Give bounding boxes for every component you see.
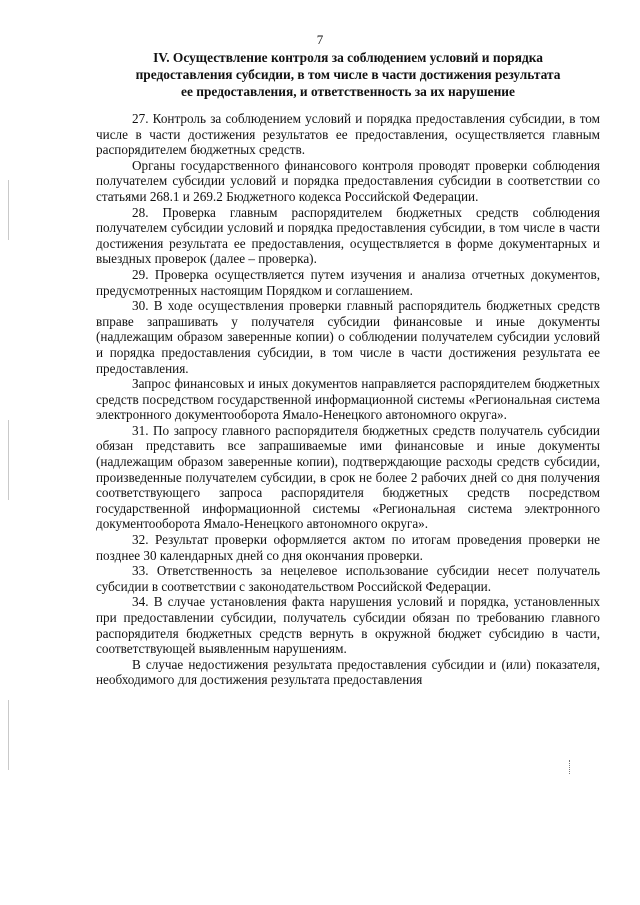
paragraph-29: 29. Проверка осуществляется путем изучения и анализа отчетных документов, предусмотренных настоящим Порядком и соглашением. <box>96 266 600 298</box>
paragraph-30: 30. В ходе осуществления проверки главный распорядитель бюджетных средств вправе запрашивать у получателя субсидии финансовые и иные документы (надлежащим образом заверенные копии) о соблюдении получателем субсидии условий и порядка предоставления субсидии, в том числе в части достижения результата ее предоставления. <box>96 298 600 376</box>
scan-mark <box>569 760 572 774</box>
paragraph-non-achievement: В случае недостижения результата предоставления субсидии и (или) показателя, необходимого для достижения результата предоставления <box>96 656 600 688</box>
paragraph-34: 34. В случае установления факта нарушения условий и порядка, установленных при предоставлении субсидии, получатель субсидии обязан по требованию главного распорядителя бюджетных средств вернуть в окружной бюджет субсидию в части, соответствующей выявленным нарушениям. <box>96 594 600 657</box>
paragraph-27: 27. Контроль за соблюдением условий и порядка предоставления субсидии, в том числе в части достижения результатов ее предоставления, осуществляется главным распорядителем бюджетных средств. <box>96 111 600 158</box>
body-text <box>96 111 600 688</box>
scan-margin-line <box>8 180 9 240</box>
page-number: 7 <box>316 32 324 47</box>
paragraph-document-request: Запрос финансовых и иных документов направляется распорядителем бюджетных средств посредством государственной информационной системы «Региональная система электронного документооборота Ямало-Ненецкого автономного округа». <box>96 376 600 423</box>
section-heading <box>92 49 604 100</box>
paragraph-33: 33. Ответственность за нецелевое использование субсидии несет получатель субсидии в соответствии с законодательством Российской Федерации. <box>96 563 600 594</box>
paragraph-financial-control: Органы государственного финансового контроля проводят проверки соблюдения получателем субсидии условий и порядка предоставления субсидии в соответствии со статьями 268.1 и 269.2 Бюджетного кодекса Российской Федерации. <box>96 157 600 204</box>
section-heading-line: предоставления субсидии, в том числе в части достижения результата <box>135 67 561 82</box>
section-heading-line: ее предоставления, и ответственность за их нарушение <box>181 84 515 99</box>
scan-margin-line <box>8 420 9 500</box>
scan-margin-line <box>8 700 9 770</box>
section-heading-line: IV. Осуществление контроля за соблюдением условий и порядка <box>153 50 543 65</box>
paragraph-31: 31. По запросу главного распорядителя бюджетных средств получатель субсидии обязан представить все запрашиваемые ими финансовые и иные документы (надлежащим образом заверенные копии), подтверждающие расходы средств субсидии, произведенные получателем субсидии, в срок не более 2 рабочих дней со дня получения соответствующего запроса распорядителя бюджетных средств посредством государственной информационной системы «Региональная система электронного документооборота Ямало-Ненецкого автономного округа». <box>96 422 600 532</box>
paragraph-28: 28. Проверка главным распорядителем бюджетных средств соблюдения получателем субсидии условий и порядка предоставления субсидии, в том числе в части достижения результата ее предоставления, осуществляется в форме документарных и выездных проверок (далее – проверка). <box>96 204 600 267</box>
paragraph-32: 32. Результат проверки оформляется актом по итогам проведения проверки не позднее 30 календарных дней со дня окончания проверки. <box>96 532 600 563</box>
